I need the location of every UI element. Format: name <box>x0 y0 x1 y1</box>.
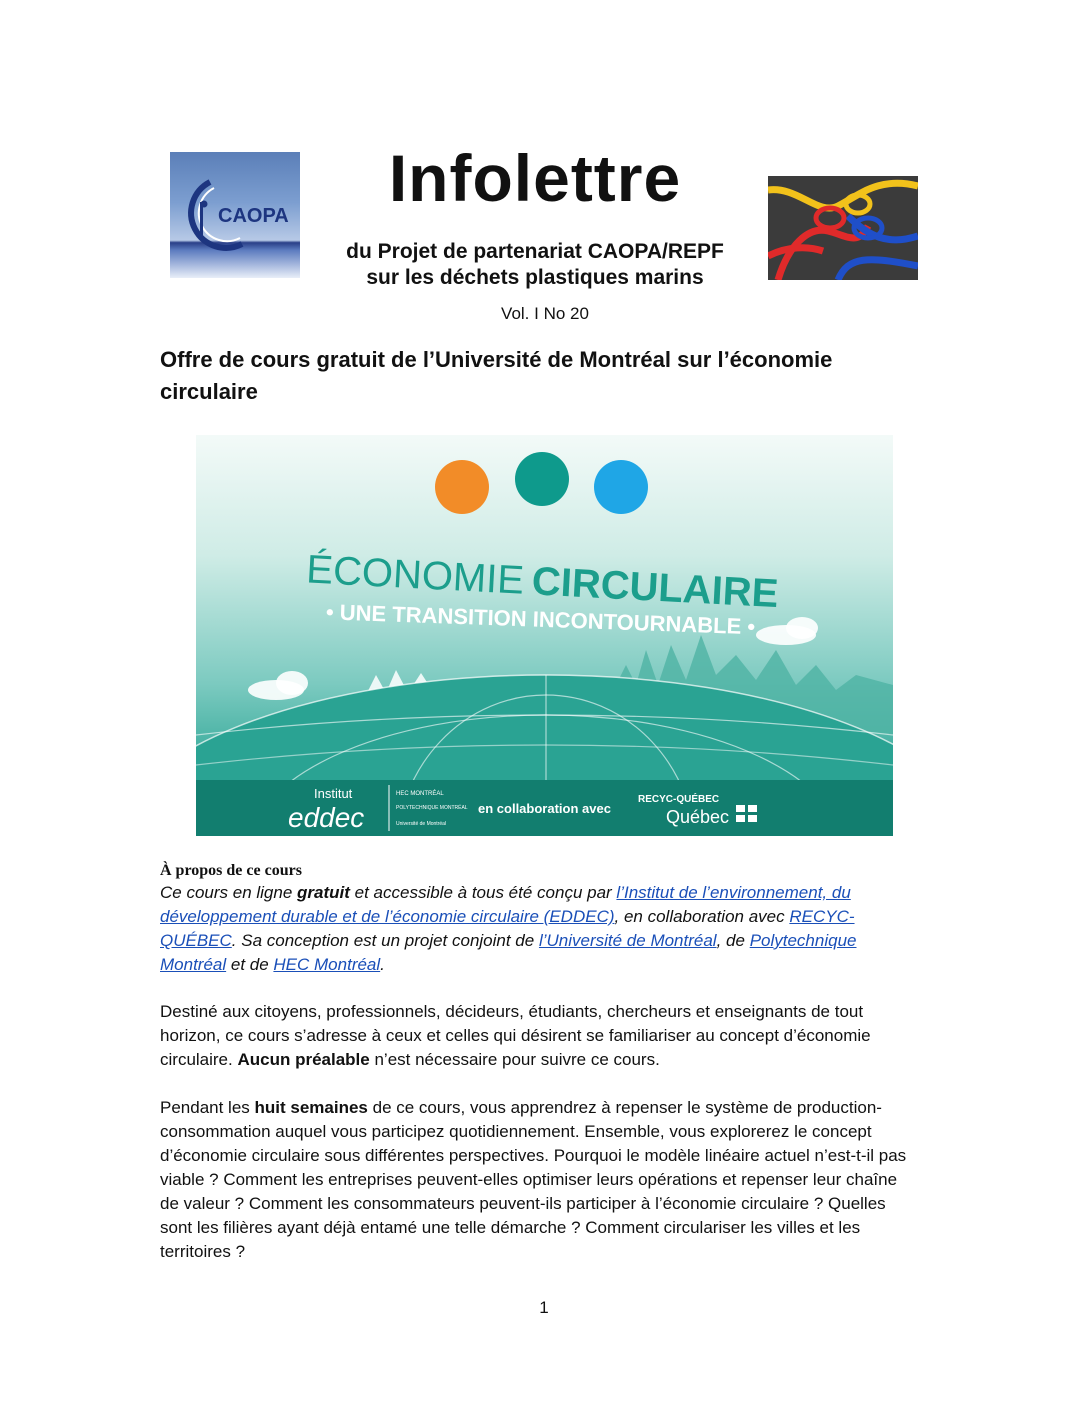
caopa-logo <box>170 152 300 278</box>
newsletter-title: Infolettre <box>388 141 682 215</box>
newsletter-subtitle-line1: du Projet de partenariat CAOPA/REPF <box>346 240 724 263</box>
p1-text: et accessible à tous été conçu par <box>349 883 617 902</box>
newsletter-subtitle-line2: sur les déchets plastiques marins <box>366 266 704 289</box>
volume-number: Vol. I No 20 <box>501 304 589 323</box>
svg-text:HEC MONTRÉAL: HEC MONTRÉAL <box>396 791 444 797</box>
p3-text: Pendant les <box>160 1098 255 1117</box>
svg-text:Québec: Québec <box>666 807 730 827</box>
link-eddec[interactable]: l’Institut de l’environnement, du développement durable et de l’économie circulaire (EDDEC) <box>160 883 851 926</box>
svg-text:• UNE TRANSITION INCONTOURNABL: • UNE TRANSITION INCONTOURNABLE • <box>325 599 756 640</box>
teal-dot <box>515 452 569 506</box>
svg-text:Université de Montréal: Université de Montréal <box>396 821 447 827</box>
svg-text:POLYTECHNIQUE MONTRÉAL: POLYTECHNIQUE MONTRÉAL <box>396 805 468 811</box>
link-hec-montreal[interactable]: HEC Montréal <box>273 955 381 974</box>
svg-text:RECYC-QUÉBEC: RECYC-QUÉBEC <box>638 794 720 805</box>
svg-text:CAOPA: CAOPA <box>218 205 289 227</box>
section-label: À propos de ce cours <box>160 862 302 879</box>
economie-circulaire-banner <box>196 435 893 836</box>
orange-dot <box>435 460 489 514</box>
link-recyc-quebec[interactable]: RECYC-QUÉBEC <box>160 907 855 950</box>
blue-dot <box>594 460 648 514</box>
p3-bold-huit-semaines: huit semaines <box>254 1098 368 1117</box>
paragraph-course-description <box>160 881 920 977</box>
link-polytechnique-montreal[interactable]: Polytechnique Montréal <box>160 931 857 974</box>
svg-text:ÉCONOMIECIRCULAIRE: ÉCONOMIE CIRCULAIRE <box>305 547 780 617</box>
p2-text: Destiné aux citoyens, professionnels, décideurs, étudiants, chercheurs et enseignants de tout horizon, ce cours s’adresse à ceux et celles qui désirent se familiariser au concept d’économie circulaire. <box>160 1002 871 1069</box>
p1-text: , de <box>716 931 750 950</box>
svg-text:Institut: Institut <box>314 786 353 801</box>
p1-text: Ce cours en ligne <box>160 883 298 902</box>
p3-text: de ce cours, vous apprendrez à repenser le système de production-consommation auquel vous participez quotidiennement. Ensemble, vous explorerez le concept d’économie circulaire sous différentes perspectives. Pourquoi le modèle linéaire actuel n’est-t-il pas viable ? Comment les entreprises peuvent-elles optimiser leurs opérations et repenser leur chaîne de valeur ? Comment les consommateurs peuvent-ils participer à l’économie circulaire ? Quelles sont les filières ayant déjà entamé une telle démarche ? Comment circulariser les villes et les territoires ? <box>160 1098 907 1261</box>
p1-text: et de <box>226 955 274 974</box>
p2-text: n’est nécessaire pour suivre ce cours. <box>369 1050 660 1069</box>
page-number: 1 <box>539 1298 549 1317</box>
p1-text: , en collaboration avec <box>614 907 790 926</box>
svg-text:eddec: eddec <box>288 802 365 833</box>
p1-text: . <box>380 955 385 974</box>
article-title: Offre de cours gratuit de l’Université de Montréal sur l’économie circulaire <box>160 347 833 404</box>
p1-bold-gratuit: gratuit <box>297 883 350 902</box>
svg-text:en collaboration avec: en collaboration avec <box>478 801 611 816</box>
paragraph-course-content <box>160 1096 920 1264</box>
p1-text: . Sa conception est un projet conjoint de <box>231 931 539 950</box>
paragraph-audience <box>160 1000 920 1072</box>
p2-bold-aucun-prealable: Aucun préalable <box>237 1050 370 1069</box>
link-universite-montreal[interactable]: l’Université de Montréal <box>538 931 717 950</box>
rope-knots-image <box>768 176 918 280</box>
